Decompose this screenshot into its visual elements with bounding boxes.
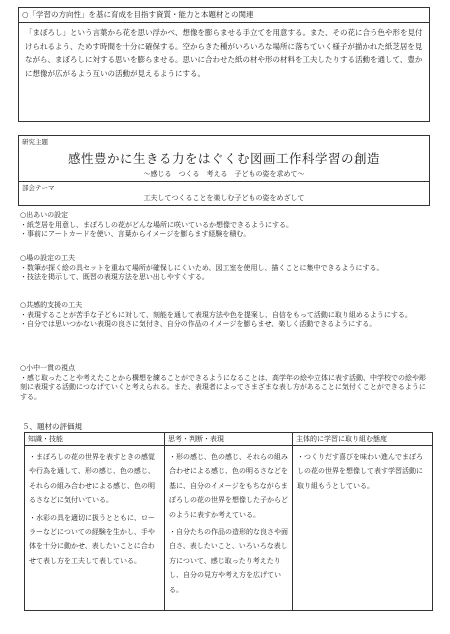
list-item: ・技法を掲示して、既習の表現方法を思い出しやすくする。 [20,273,209,281]
section-heading: ○出あいの設定 [20,211,69,219]
cell-item: ・形の感じ、色の感じ、それらの組み合わせによる感じ、色の明るさなどを基に、自分のイメージをもちながらまぼろしの花の世界を想像した子からどのように表すか考えている。 [169,453,288,519]
eval-title: ５、題材の評価規 [22,422,82,431]
cell-item: ・水彩の具を適切に扱うとともに、ローラーなどについての経験を生かし、手や体を十分に動かせ、表したいことに合わせて表し方を工夫して表している。 [29,513,155,565]
research-subtitle: ～感じる つくる 考える 子どもの姿を求めて～ [143,170,305,178]
cell-item: ・まぼろしの花の世界を表すときの感覚や行為を通して、形の感じ、色の感じ、それらの組み合わせによる感じ、色の明るさなどに気付いている。 [29,453,155,505]
section-shien [20,301,430,330]
subtheme-text: 工夫してつくることを楽しむ子どもの姿をめざして [143,194,305,202]
table-header-row [25,433,433,446]
cell-attitude [293,446,433,611]
research-theme-box [18,135,430,206]
col-header-attitude: 主体的に学習に取り組む態度 [293,433,433,446]
section-heading: ○小中一貫の視点 [20,364,76,372]
table-row [25,446,433,611]
list-item: ・紙芝居を用意し、まぼろしの花がどんな場所に咲いているか想像できるようにする。 [20,220,293,229]
subtheme-label: 部会テーマ [22,184,55,192]
abilities-header: ○「学習の方向性」を基に育成を目指す資質・能力と本題材との関連 [19,8,429,23]
cell-item: ・自分たちの作品の造形的な良さや面白さ、表したいこと、いろいろな表し方について、感じ取ったり考えたりし、自分の見方や考え方を広げている。 [169,528,288,594]
col-header-knowledge: 知識・技能 [25,433,165,446]
section-deai [20,211,430,240]
list-item: ・事前にアートカードを使い、言葉からイメージを膨らます経験を積む。 [20,230,251,238]
research-title: 感性豊かに生きる力をはぐくむ図画工作科学習の創造 [67,151,380,166]
cell-item: ・つくりだす喜びを味わい進んでまぼろしの花の世界を想像して表す学習活動に取り組もうとしている。 [297,453,423,490]
abilities-body: 「まぼろし」という言葉から花を思い浮かべ、想像を膨らませる手立てを用意する。また、その花に合う色や形を見付けられるよう、ためす時間を十分に確保する。空からきた種がいろいろな場所に落ちていく様子が描かれた紙芝居を見ながら、まぼろしに対する思いを膨らませる。思いに合わせた紙の材や形の材料を工夫したりする活動を通して、豊かに想像が広がるよう互いの活動が見えるようにする。 [25,28,423,78]
list-item: ・自分では思いつかない表現の良さに気付き、自分の作品のイメージを膨らませ、楽しく活動できるようにする。 [20,320,377,328]
cell-knowledge [25,446,165,611]
cell-thinking [165,446,293,611]
section-heading: ○共感的支援の工夫 [20,301,83,309]
col-header-thinking: 思考・判断・表現 [165,433,293,446]
section-shochu [20,364,430,402]
section-heading: ○場の設定の工夫 [20,254,76,262]
list-item: ・表現することが苦手な子どもに対して、刻能を通して表現方法や色を提案し、自信をもって活動に取り組めるようにする。 [20,310,412,319]
box-divider [19,181,429,182]
list-item: ・感じ取ったことや考えたことから構想を練ることができるようになることは、高学年の絵や立体に表す活動、中学校での絵や彫刻に表現する活動につなげていくと考えられる。また、表現者によってさまざまな表し方があることに気付くことができるようにする。 [20,373,426,401]
eval-table [24,432,433,611]
research-label: 研究主題 [22,138,48,146]
list-item: ・数筆が探く絵の具セットを重ねて場所が確保しにくいため、図工室を使用し、描くことに集中できるようにする。 [20,263,384,272]
section-ba [20,254,430,283]
abilities-box [18,7,430,122]
